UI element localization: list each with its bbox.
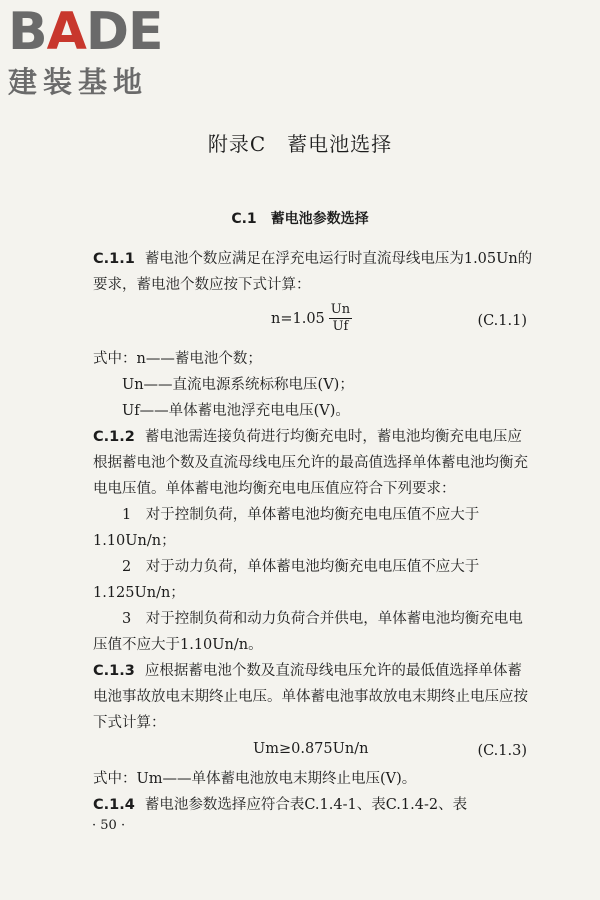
equation-number: (C.1.1) <box>477 313 527 329</box>
clause-text: 蓄电池参数选择应符合表C.1.4-1、表C.1.4-2、表 <box>144 797 468 813</box>
clause-c-1-2 <box>93 424 533 502</box>
where-line: 式中：Um——单体蓄电池放电末期终止电压(V)。 <box>93 771 417 787</box>
section-title: C.1 蓄电池参数选择 <box>231 211 369 227</box>
clause-c-1-3 <box>93 658 533 736</box>
list-item: 3 对于控制负荷和动力负荷合并供电，单体蓄电池均衡充电电压值不应大于1.10Un/n。 <box>93 611 523 653</box>
list-item: 1 对于控制负荷，单体蓄电池均衡充电电压值不应大于1.10Un/n； <box>93 507 480 549</box>
clause-number: C.1.1 <box>93 251 135 267</box>
document-body <box>93 246 533 818</box>
equation-fraction <box>329 302 352 335</box>
clause-c-1-4 <box>93 792 533 818</box>
clause-text: 应根据蓄电池个数及直流母线电压允许的最低值选择单体蓄电池事故放电末期终止电压。单体蓄电池事故放电末期终止电压应按下式计算： <box>93 663 528 731</box>
definition-item: Un——直流电源系统标称电压(V)； <box>122 377 354 393</box>
clause-c-1-1 <box>93 246 533 298</box>
equation-number: (C.1.3) <box>477 743 527 759</box>
logo-subtitle: 建装基地 <box>8 65 149 99</box>
clause-number: C.1.4 <box>93 797 135 813</box>
definition-item: n——蓄电池个数； <box>136 351 262 367</box>
logo-wordmark: BADE <box>8 2 163 62</box>
where-line <box>93 346 533 372</box>
definition-item: Uf——单体蓄电池浮充电电压(V)。 <box>122 403 350 419</box>
brand-logo <box>8 2 178 101</box>
clause-number: C.1.2 <box>93 429 135 445</box>
equation-lhs: n=1.05 <box>271 310 325 327</box>
where-lead: 式中： <box>93 351 137 367</box>
clause-text: 蓄电池个数应满足在浮充电运行时直流母线电压为1.05Un的要求，蓄电池个数应按下式计算： <box>93 251 533 293</box>
equation-expression: Um≥0.875Un/n <box>253 741 369 757</box>
fraction-denominator: Uf <box>332 319 349 334</box>
clause-text: 蓄电池需连接负荷进行均衡充电时，蓄电池均衡充电电压应根据蓄电池个数及直流母线电压允许的最高值选择单体蓄电池均衡充电电压值。单体蓄电池均衡充电电压值应符合下列要求： <box>93 429 528 497</box>
equation-c-1-3 <box>93 736 533 766</box>
page-number: · 50 · <box>92 818 126 833</box>
fraction-numerator: Un <box>330 302 351 317</box>
appendix-title: 附录C 蓄电池选择 <box>207 132 393 156</box>
equation-c-1-1 <box>93 298 533 346</box>
clause-number: C.1.3 <box>93 663 135 679</box>
list-item: 2 对于动力负荷，单体蓄电池均衡充电电压值不应大于1.125Un/n； <box>93 559 480 601</box>
